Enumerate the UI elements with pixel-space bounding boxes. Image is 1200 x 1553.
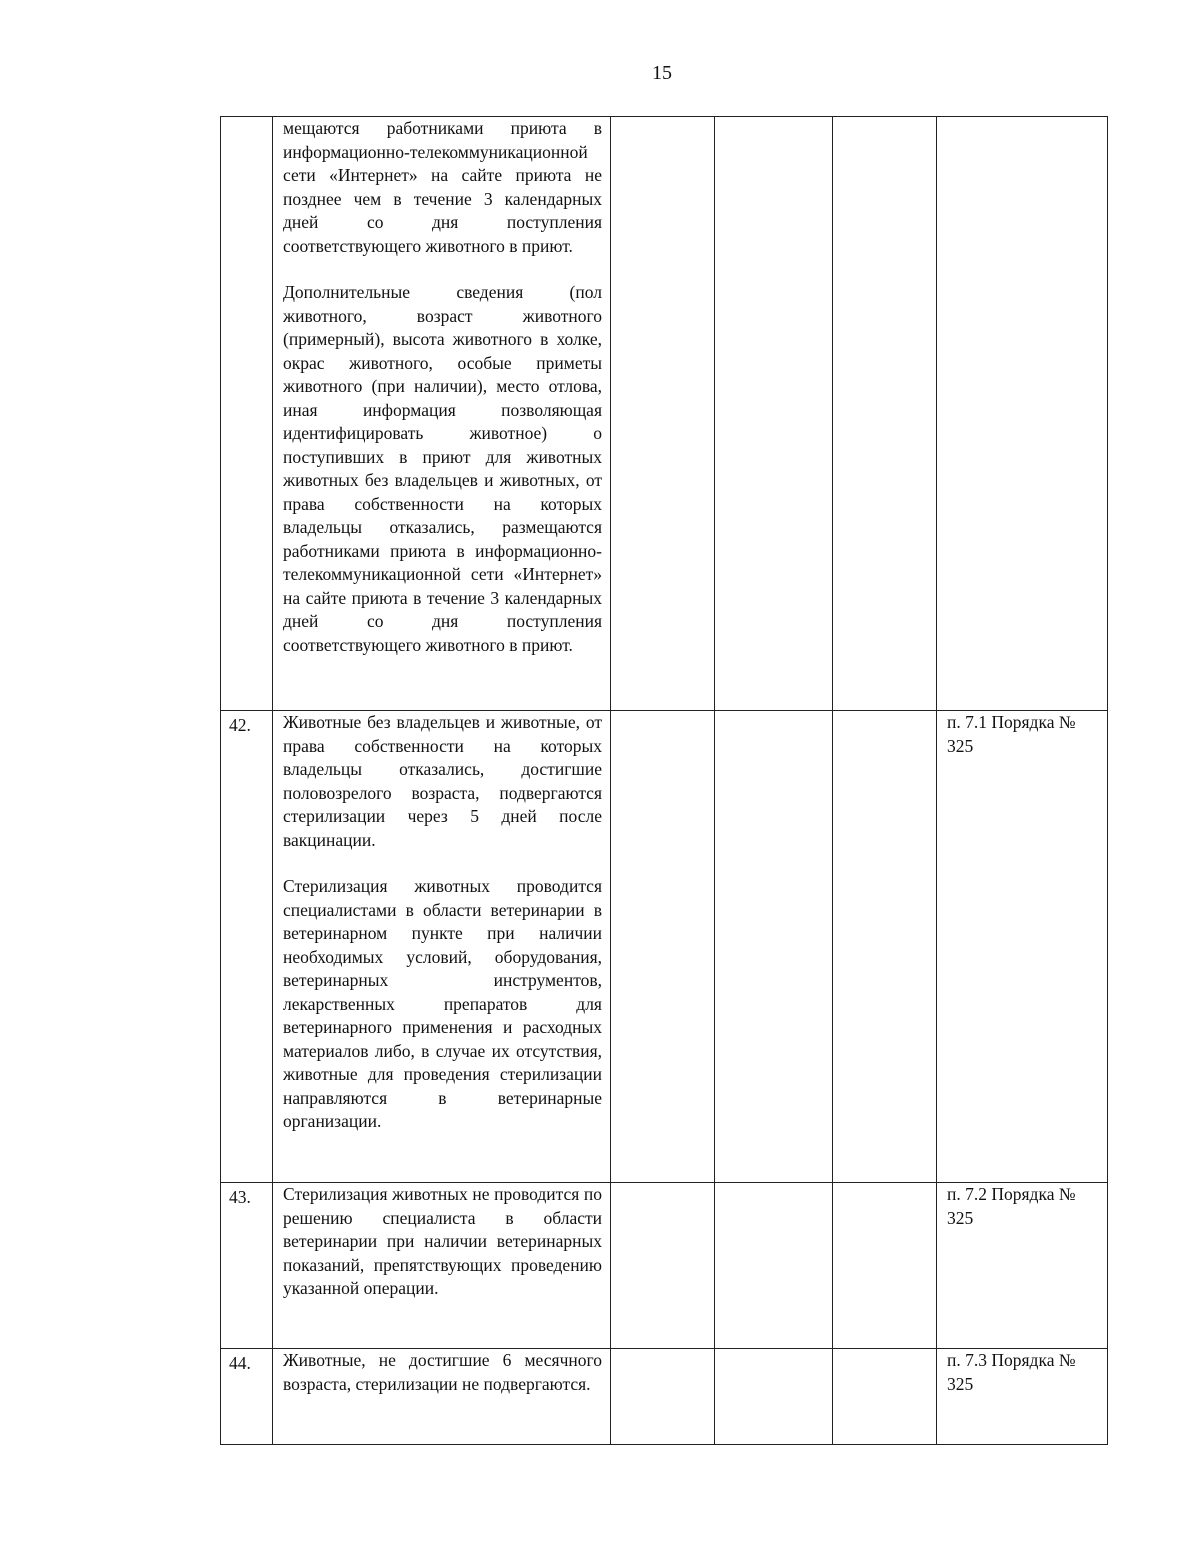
- answer-cell-na: [833, 117, 937, 711]
- requirement-cell: [273, 1183, 611, 1349]
- answer-cell-yes: [611, 117, 715, 711]
- requirement-text: Дополнительные сведения (пол животного, возраст животного (примерный), высота животного в холке, окрас животного, особые приметы животного (при наличии), место отлова, иная информация позволяющая идентифицировать животное) о поступивших в приют для животных животных без владельцев и животных, от права собственности на которых владельцы отказались, размещаются работниками приюта в информационно-телекоммуникационной сети «Интернет» на сайте приюта в течение 3 календарных дней со дня поступления соответствующего животного в приют.: [283, 282, 602, 655]
- reference-text: п. 7.1 Порядка № 325: [947, 712, 1076, 756]
- answer-cell-yes: [611, 711, 715, 1183]
- row-number-cell: [221, 117, 273, 711]
- page-number: 15: [652, 62, 672, 84]
- reference-cell: [937, 711, 1108, 1183]
- answer-cell-na: [833, 711, 937, 1183]
- requirement-cell: [273, 117, 611, 711]
- answer-cell-na: [833, 1183, 937, 1349]
- requirement-cell: [273, 1349, 611, 1445]
- requirement-text: Животные без владельцев и животные, от права собственности на которых владельцы отказались, достигшие половозрелого возраста, подвергаются стерилизации через 5 дней после вакцинации.: [283, 712, 602, 850]
- checklist-table: [220, 116, 1108, 1445]
- answer-cell-na: [833, 1349, 937, 1445]
- requirement-text: мещаются работниками приюта в информационно-телекоммуникационной сети «Интернет» на сайте приюта не позднее чем в течение 3 календарных дней со дня поступления соответствующего животного в приют.: [283, 118, 602, 256]
- table-row: [221, 711, 1108, 1183]
- row-number: [221, 117, 272, 119]
- reference-cell: [937, 1349, 1108, 1445]
- reference-text: п. 7.3 Порядка № 325: [947, 1350, 1076, 1394]
- row-number-cell: [221, 1349, 273, 1445]
- requirement-text: Стерилизация животных проводится специалистами в области ветеринарии в ветеринарном пункте при наличии необходимых условий, оборудования, ветеринарных инструментов, лекарственных препаратов для ветеринарного применения и расходных материалов либо, в случае их отсутствия, животные для проведения стерилизации направляются в ветеринарные организации.: [283, 876, 602, 1131]
- answer-cell-yes: [611, 1183, 715, 1349]
- table-row: [221, 1183, 1108, 1349]
- reference-cell: [937, 1183, 1108, 1349]
- answer-cell-no: [715, 1183, 833, 1349]
- requirement-cell: [273, 711, 611, 1183]
- answer-cell-no: [715, 117, 833, 711]
- table-row: [221, 1349, 1108, 1445]
- row-number-cell: [221, 1183, 273, 1349]
- row-number: 44.: [229, 1353, 251, 1373]
- requirement-text: Стерилизация животных не проводится по решению специалиста в области ветеринарии при наличии ветеринарных показаний, препятствующих проведению указанной операции.: [283, 1184, 602, 1298]
- table-row: [221, 117, 1108, 711]
- answer-cell-no: [715, 1349, 833, 1445]
- answer-cell-yes: [611, 1349, 715, 1445]
- row-number: 43.: [229, 1187, 251, 1207]
- answer-cell-no: [715, 711, 833, 1183]
- reference-text: п. 7.2 Порядка № 325: [947, 1184, 1076, 1228]
- reference-cell: [937, 117, 1108, 711]
- row-number-cell: [221, 711, 273, 1183]
- row-number: 42.: [229, 715, 251, 735]
- requirement-text: Животные, не достигшие 6 месячного возраста, стерилизации не подвергаются.: [283, 1350, 602, 1394]
